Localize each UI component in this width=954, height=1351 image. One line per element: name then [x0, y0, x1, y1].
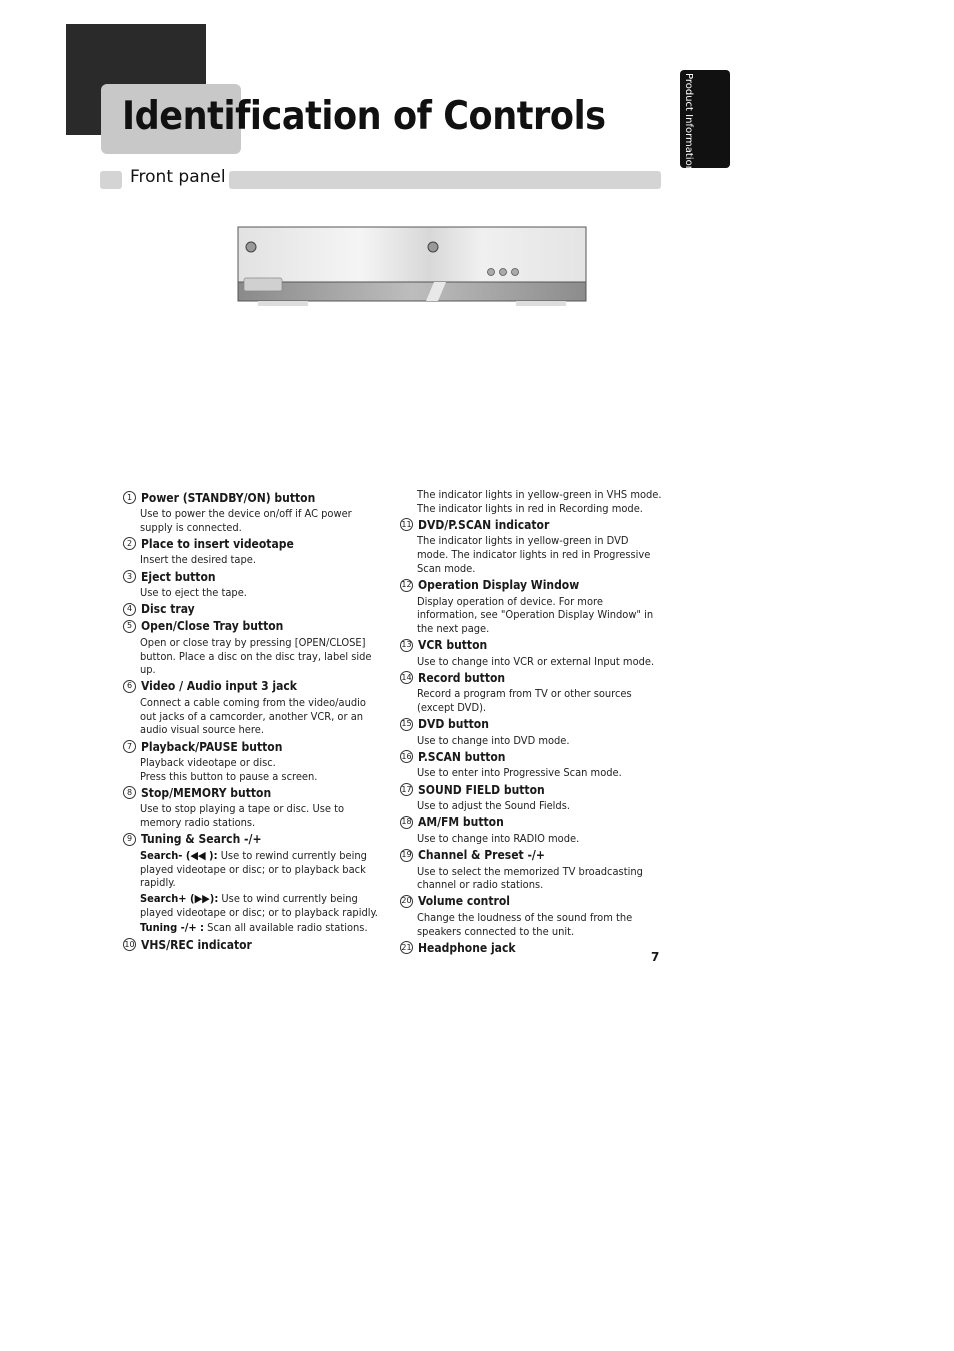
eject-button-icon: [428, 242, 438, 252]
item-number: 11: [400, 518, 413, 531]
control-item: [400, 848, 662, 892]
item-title: Channel & Preset -/+: [418, 848, 545, 863]
front-button-icon-3: [512, 269, 519, 276]
search-plus-label: Search+ (▶▶):: [140, 891, 219, 905]
control-item: [123, 602, 385, 617]
item-number: 21: [400, 941, 413, 954]
item-number: 3: [123, 570, 136, 583]
vhs-rec-description: The indicator lights in yellow-green in VHS mode. The indicator lights in red in Recording mode.: [417, 488, 662, 515]
item-description: Use to power the device on/off if AC power supply is connected.: [140, 507, 352, 534]
tuning-note: [140, 921, 385, 935]
tuning-label: Tuning -/+ :: [140, 921, 205, 935]
item-title: VCR button: [418, 638, 488, 653]
front-panel-illustration: [236, 224, 588, 310]
item-description: Connect a cable coming from the video/audio out jacks of a camcorder, another VCR, or an audio visual source here.: [140, 695, 366, 737]
search-plus-text: Use to wind currently being played videotape or disc; or to playback rapidly.: [140, 891, 378, 919]
power-button-icon: [246, 242, 256, 252]
item-number: 18: [400, 816, 413, 829]
page-title: Identification of Controls: [122, 94, 606, 139]
page-number: 7: [651, 950, 660, 964]
item-number: 7: [123, 740, 136, 753]
device-foot-right: [516, 301, 566, 306]
item-title: DVD button: [418, 717, 489, 732]
item-description: Playback videotape or disc. Press this button to pause a screen.: [140, 756, 318, 783]
item-title: Video / Audio input 3 jack: [141, 679, 297, 694]
item-number: 4: [123, 603, 136, 616]
item-description: Use to select the memorized TV broadcasting channel or radio stations.: [417, 864, 643, 892]
item-title: Tuning & Search -/+: [141, 832, 262, 847]
item-title: Disc tray: [141, 602, 195, 617]
item-number: 13: [400, 639, 413, 652]
item-description: Use to stop playing a tape or disc. Use to memory radio stations.: [140, 802, 345, 830]
section-title: Front panel: [130, 167, 226, 187]
item-number: 17: [400, 783, 413, 796]
item-description: Insert the desired tape.: [140, 553, 256, 567]
item-number: 15: [400, 718, 413, 731]
item-number: 20: [400, 895, 413, 908]
item-description: Open or close tray by pressing [OPEN/CLOSE] button. Place a disc on the disc tray, label side up.: [140, 635, 372, 677]
control-item: [123, 569, 385, 600]
item-title: Power (STANDBY/ON) button: [141, 490, 316, 505]
item-number: 16: [400, 750, 413, 763]
item-number: 8: [123, 786, 136, 799]
item-description: Change the loudness of the sound from the speakers connected to the unit.: [417, 910, 633, 938]
item-description: Use to change into RADIO mode.: [417, 831, 580, 845]
control-item: [123, 832, 385, 935]
item-number: 6: [123, 680, 136, 693]
item-description: Use to change into DVD mode.: [417, 733, 570, 747]
item-number: 12: [400, 579, 413, 592]
item-title: VHS/REC indicator: [141, 937, 252, 952]
control-item: [400, 670, 662, 714]
device-left-panel: [244, 278, 282, 291]
control-item: [400, 894, 662, 938]
control-item: [123, 739, 385, 783]
item-number: 2: [123, 537, 136, 550]
item-title: Eject button: [141, 569, 216, 584]
control-item: [400, 940, 662, 955]
item-number: 14: [400, 671, 413, 684]
item-title: Open/Close Tray button: [141, 619, 284, 634]
item-description: Use to eject the tape.: [140, 586, 247, 600]
search-minus-text: Use to rewind currently being played videotape or disc; or to playback back rapidly.: [140, 848, 367, 890]
control-item: [400, 717, 662, 748]
search-minus-note: [140, 849, 385, 890]
controls-list-right: [400, 488, 662, 955]
item-number: 19: [400, 849, 413, 862]
control-item: [400, 749, 662, 780]
item-title: SOUND FIELD button: [418, 782, 545, 797]
item-title: DVD/P.SCAN indicator: [418, 517, 550, 532]
item-number: 5: [123, 620, 136, 633]
control-item: [123, 490, 385, 534]
item-title: Stop/MEMORY button: [141, 785, 272, 800]
control-item: [400, 782, 662, 813]
item-number: 1: [123, 491, 136, 504]
control-item: [400, 815, 662, 846]
search-plus-note: [140, 892, 385, 919]
item-title: Operation Display Window: [418, 578, 580, 593]
control-item: [123, 785, 385, 829]
item-title: Playback/PAUSE button: [141, 739, 283, 754]
device-base: [238, 282, 586, 301]
item-description: Display operation of device. For more information, see "Operation Display Window" in the next page.: [417, 594, 654, 635]
item-description: Use to adjust the Sound Fields.: [417, 799, 571, 813]
control-item: [123, 937, 385, 952]
item-title: Volume control: [418, 894, 510, 909]
section-bar-left: [100, 171, 122, 189]
control-item: [400, 578, 662, 636]
side-tab-label: Product Information: [683, 73, 694, 173]
tuning-text: Scan all available radio stations.: [204, 921, 368, 935]
item-title: Record button: [418, 670, 506, 685]
side-tab: [680, 70, 730, 173]
device-foot-left: [258, 301, 308, 306]
item-description: Use to change into VCR or external Input mode.: [417, 654, 655, 668]
item-number: 10: [123, 938, 136, 951]
item-title: Place to insert videotape: [141, 536, 294, 551]
controls-list-left: [123, 488, 385, 952]
control-item: [123, 619, 385, 677]
front-button-icon-2: [500, 269, 507, 276]
control-item: [400, 517, 662, 575]
section-bar-right: [229, 171, 661, 189]
control-item: [400, 638, 662, 669]
control-item: [123, 536, 385, 567]
item-number: 9: [123, 833, 136, 846]
item-description: Use to enter into Progressive Scan mode.: [417, 766, 622, 780]
item-description: Record a program from TV or other sources (except DVD).: [417, 687, 632, 715]
item-title: P.SCAN button: [418, 749, 506, 764]
front-button-icon-1: [488, 269, 495, 276]
search-minus-label: Search- (◀◀ ):: [140, 848, 218, 862]
item-title: AM/FM button: [418, 815, 504, 830]
item-description: The indicator lights in yellow-green in DVD mode. The indicator lights in red in Progressive Scan mode.: [417, 534, 651, 575]
item-title: Headphone jack: [418, 940, 516, 955]
control-item: [123, 679, 385, 737]
